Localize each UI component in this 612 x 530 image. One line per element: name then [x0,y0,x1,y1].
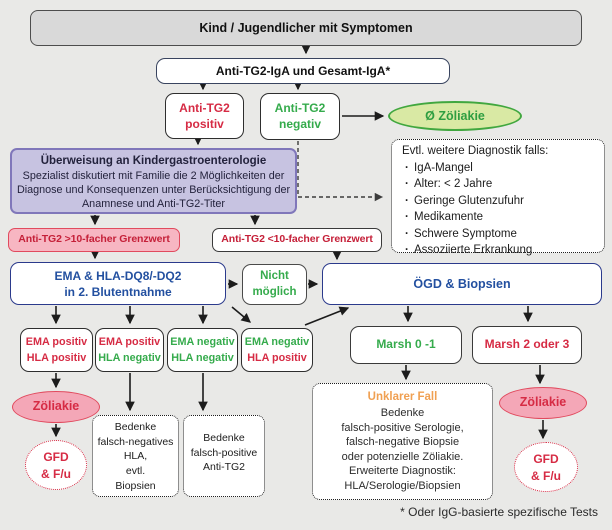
unclear-line: Bedenke [380,407,425,420]
gfd-followup-ellipse-right [514,442,578,492]
anti-tg2-negative-line2: negativ [278,117,321,132]
tg2-below-10x-node: Anti-TG2 <10-facher Grenzwert [212,228,382,252]
unclear-case-box [312,383,493,500]
unclear-line: HLA/Serologie/Biopsien [344,479,461,492]
not-possible-line2: möglich [252,285,297,298]
gfd-line1: GFD [533,452,559,466]
gfd-line2: & F/u [531,468,561,483]
ema-pos-hla-pos-node [20,328,93,372]
not-possible-line1: Nicht [260,270,289,282]
consider-line: Biopsien [115,479,156,492]
marsh-2-3-node: Marsh 2 oder 3 [472,326,582,364]
start-node: Kind / Jugendlicher mit Symptomen [30,10,582,46]
referral-line: Spezialist diskutiert mit Familie die 2 Möglichkeiten der [22,169,285,182]
infobox-item: · Geringe Glutenzufuhr [402,193,596,209]
ema-hla-node [10,262,226,305]
ema-hla-line2: in 2. Blutentnahme [64,284,172,299]
anti-tg2-positive-line1: Anti-TG2 [179,101,230,115]
result-line: EMA negativ [170,336,235,348]
infobox-title: Evtl. weitere Diagnostik falls: [402,145,549,157]
anti-tg2-positive-node [165,93,244,139]
anti-tg2-negative-node [260,93,340,140]
footnote: * Oder IgG-basierte spezifische Tests [400,505,598,519]
consider-line: falsch-negatives [97,435,174,448]
result-line: HLA positiv [26,351,87,364]
not-possible-node [242,264,307,305]
serology-test-node: Anti-TG2-IgA und Gesamt-IgA* [156,58,450,84]
infobox-item: · IgA-Mangel [402,160,596,176]
referral-title: Überweisung an Kindergastroenterologie [40,155,267,167]
infobox-item: · Schwere Symptome [402,226,596,242]
consider-false-positive-tg2-box [183,415,265,497]
further-diagnostics-infobox [391,139,605,257]
consider-line: Bedenke [203,432,245,444]
result-line: HLA negativ [171,351,234,364]
marsh-0-1-node: Marsh 0 -1 [350,326,462,364]
anti-tg2-negative-line1: Anti-TG2 [274,101,326,115]
celiac-diagnosis-ellipse-left: Zöliakie [12,391,100,423]
result-line: HLA negativ [98,351,161,364]
gfd-line2: & F/u [41,466,71,481]
referral-line: Diagnose und Konsequenzen unter Berücksichtigung der [16,183,291,196]
ema-neg-hla-pos-node [241,328,313,372]
consider-false-negative-hla-box [92,415,179,497]
referral-node [10,148,297,214]
tg2-above-10x-node: Anti-TG2 >10-facher Grenzwert [8,228,180,252]
unclear-line: oder potenzielle Zöliakie. [341,450,464,463]
gfd-line1: GFD [43,450,69,464]
infobox-item: · Medikamente [402,209,596,225]
referral-line: Anamnese und Anti-TG2-Titer [81,198,226,210]
no-celiac-ellipse: Ø Zöliakie [388,101,522,131]
result-line: HLA positiv [247,351,307,364]
ema-hla-line1: EMA & HLA-DQ8/-DQ2 [54,269,182,283]
anti-tg2-positive-line2: positiv [185,117,224,132]
consider-line: Anti-TG2 [202,461,245,474]
unclear-line: falsch-positive Serologie, [341,421,464,434]
infobox-item: · Alter: < 2 Jahre [402,176,596,192]
ema-neg-hla-neg-node [167,328,238,372]
ema-pos-hla-neg-node [95,328,164,372]
unclear-line: falsch-negative Biopsie [345,436,460,449]
unclear-line: Erweiterte Diagnostik: [349,465,456,478]
unclear-case-title: Unklarer Fall [367,391,438,403]
dashed-arrow [298,141,382,197]
result-line: EMA negativ [244,336,310,348]
infobox-item: · Assoziierte Erkrankung [402,242,596,258]
consider-line: falsch-positive [190,446,258,459]
result-line: EMA positiv [98,336,161,348]
result-line: EMA positiv [25,336,88,348]
gfd-followup-ellipse-left [25,440,87,490]
oegd-biopsies-node: ÖGD & Biopsien [322,263,602,305]
consider-line: evtl. [125,465,146,478]
consider-line: Bedenke [114,421,157,433]
consider-line: HLA, [123,450,148,463]
celiac-diagnosis-ellipse-right: Zöliakie [499,387,587,419]
